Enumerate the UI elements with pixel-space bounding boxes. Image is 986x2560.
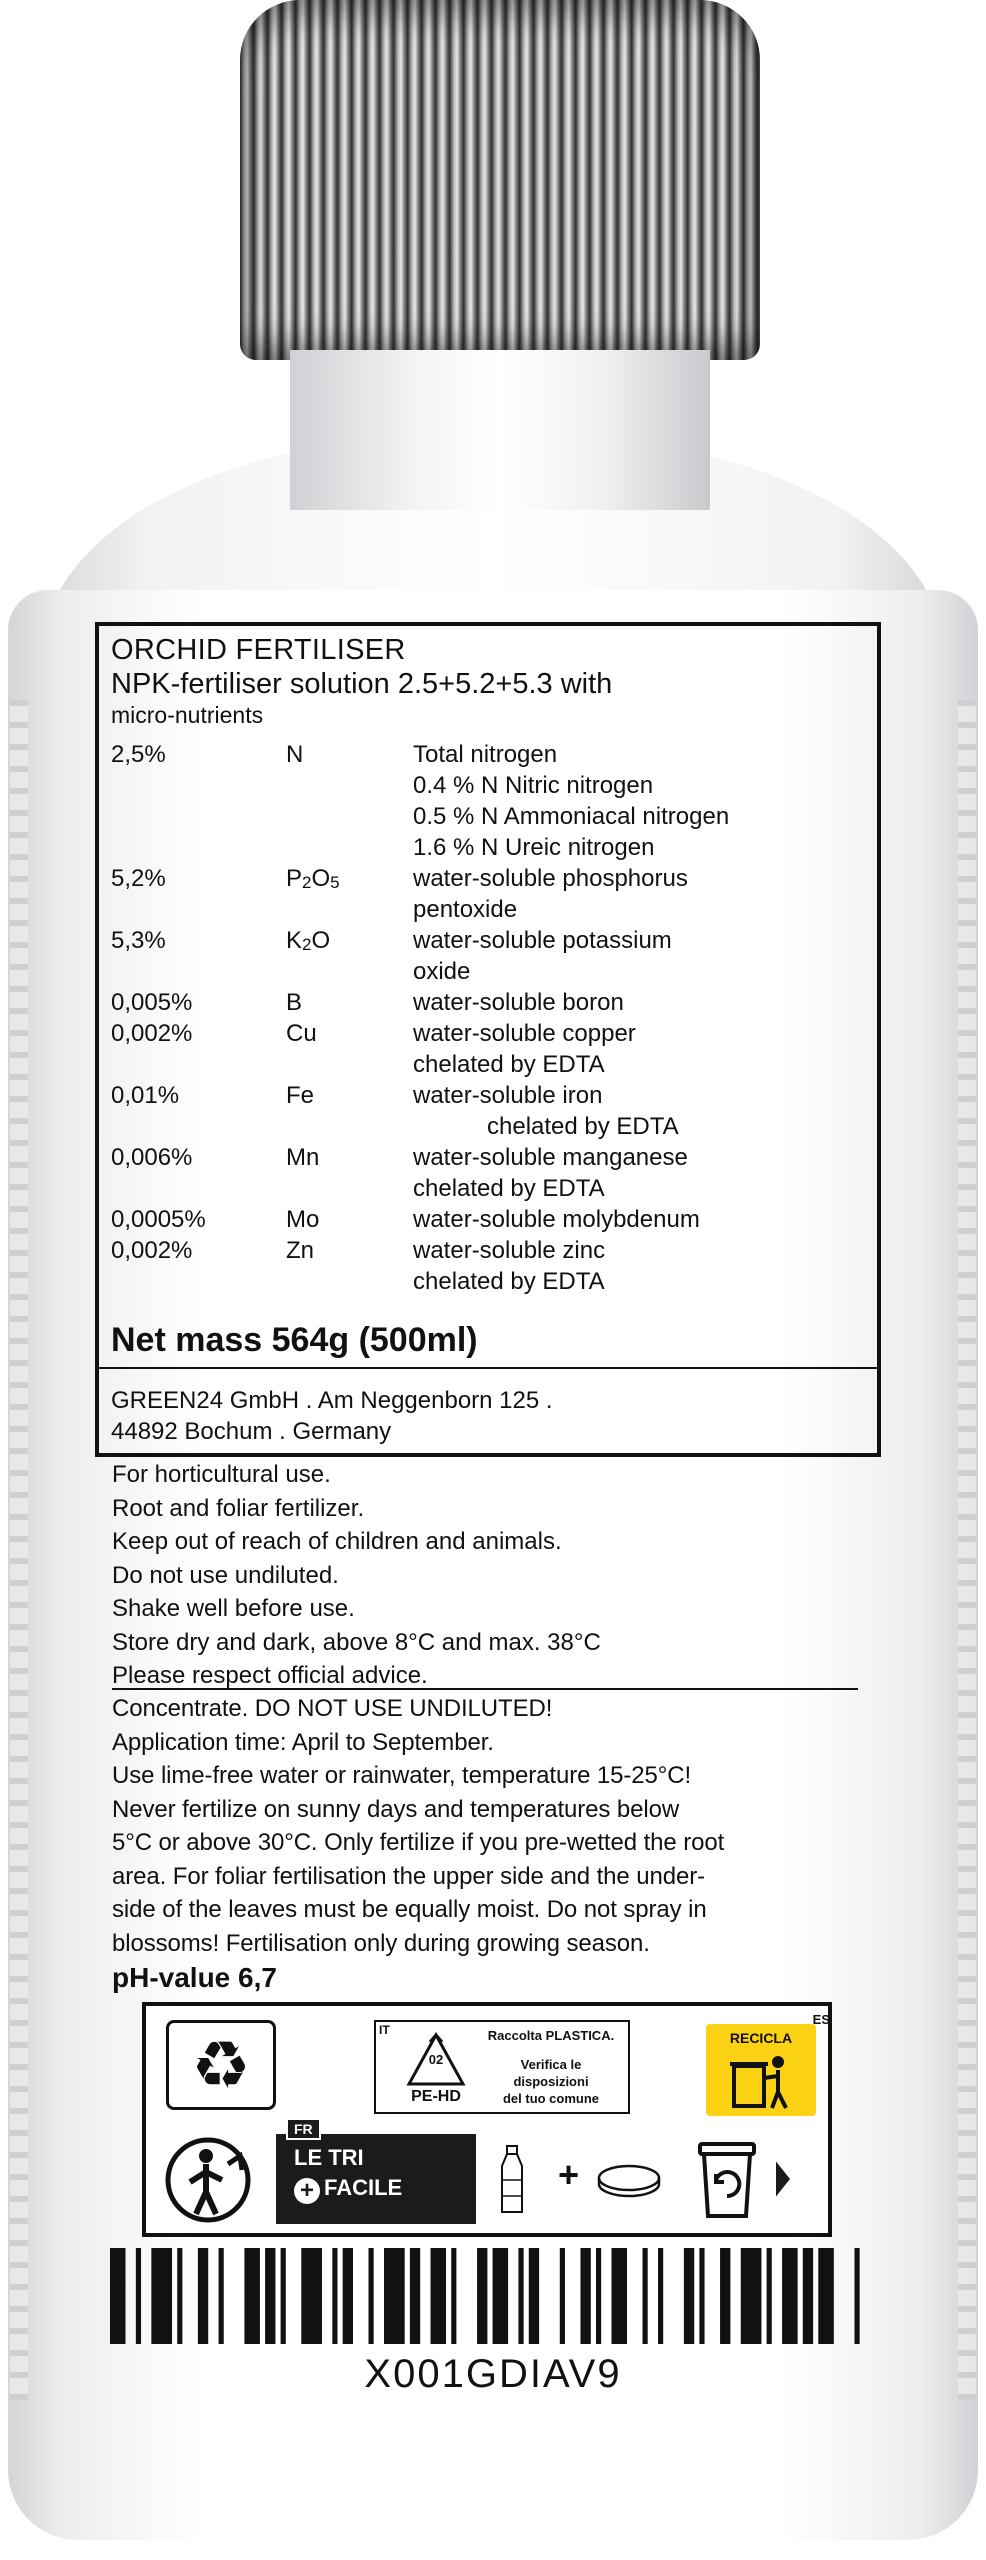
advice-line: area. For foliar fertilisation the upper side and the under- [112,1862,706,1890]
barcode-bar [767,2248,772,2344]
address-line-1: GREEN24 GmbH . Am Neggenborn 125 . [111,1387,553,1414]
nutrient-description-line: water-soluble molybdenum [413,1206,700,1233]
barcode-bar [518,2248,523,2344]
nutrient-element: $K_2O$ [286,927,331,954]
it-country-code: IT [379,2023,390,2037]
usage-line: Shake well before use. [112,1595,355,1622]
barcode-bar [281,2248,286,2344]
nutrient-description-line: water-soluble boron [413,989,624,1016]
plus-sign: + [558,2154,580,2195]
nutrient-row [111,1204,867,1235]
application-advice [112,1692,872,1960]
italy-recycling-box [374,2020,630,2114]
sorting-instructions-panel [476,2134,776,2224]
recycling-bin-icon [694,2140,760,2220]
barcode-bar [219,2248,224,2344]
nutrient-row [111,863,867,925]
barcode-text: X001GDIAV9 [364,2352,622,2396]
barcode-bar [782,2248,798,2344]
nutrient-description-line: chelated by EDTA [413,1175,605,1202]
nutrient-element: Mn [286,1144,320,1171]
triman-strip [146,2121,828,2233]
barcode-bar [177,2248,182,2344]
advice-line: Use lime-free water or rainwater, temperature 15-25°C! [112,1762,692,1789]
barcode-bar [477,2248,487,2344]
barcode-bar [580,2248,590,2344]
cap-icon [596,2162,662,2198]
recicla-badge [706,2012,830,2116]
usage-line: Root and foliar fertilizer. [112,1494,365,1522]
nutrient-percent: 5,3% [111,927,166,954]
nutrient-percent: 0,005% [111,989,193,1016]
bottle-grip-left [10,700,28,2400]
nutrient-element: Mo [286,1206,320,1233]
bin-person-icon [728,2052,794,2110]
usage-line: For horticultural use. [112,1461,331,1488]
le-tri-text: LE TRI [294,2145,364,2170]
recycle-icon: ♻ [166,2020,276,2110]
nutrient-element [286,770,413,863]
nutrient-description-line: 0.5 % N Ammoniacal nitrogen [413,803,730,830]
barcode-bar [384,2248,405,2344]
bottle-cap [240,0,760,360]
it-check-text: Verifica le disposizioni del tuo comune [502,2057,600,2106]
barcode-bar [854,2248,859,2344]
nutrient-table [111,739,867,1297]
usage-line: Keep out of reach of children and animals. [112,1528,562,1555]
advice-line: Concentrate. DO NOT USE UNDILUTED! [112,1695,553,1722]
barcode [110,2248,870,2344]
nutrient-description [413,1080,867,1142]
nutrient-row [111,987,867,1018]
barcode-bar [198,2248,208,2344]
barcode-bar [684,2248,694,2344]
barcode-bar [720,2248,730,2344]
nutrient-description-line: 1.6 % N Ureic nitrogen [413,834,655,861]
nutrient-description-line: chelated by EDTA [413,1051,605,1078]
nutrient-description-line: water-soluble phosphorus [413,865,688,892]
barcode-bar [151,2248,172,2344]
product-subtitle-line2: micro-nutrients [111,702,264,728]
address-line-2: 44892 Bochum . Germany [111,1418,392,1445]
advice-line: 5°C or above 30°C. Only fertilize if you pre-wetted the root [112,1829,725,1856]
recicla-label: RECICLA [729,2030,793,2046]
nutrient-description-line: chelated by EDTA [413,1268,605,1295]
nutrient-description-line: Total nitrogen [413,741,558,768]
triman-icon [160,2134,260,2226]
nutrient-row [111,1018,867,1080]
nutrient-row [111,770,867,863]
barcode-bar [410,2248,420,2344]
usage-line: Please respect official advice. [112,1662,428,1689]
nutrient-description [413,925,867,987]
nutrient-percent: 2,5% [111,741,166,768]
nutrient-description-line: chelated by EDTA [487,1113,679,1140]
advice-line: side of the leaves must be equally moist. Do not spray in [112,1896,707,1923]
barcode-bar [301,2248,322,2344]
nutrient-description-line: water-soluble manganese [413,1144,688,1171]
nutrient-description [413,739,867,770]
advice-line: Never fertilize on sunny days and temperatures below [112,1795,680,1823]
nutrient-description-line: water-soluble copper [413,1020,636,1047]
barcode-bar [265,2248,275,2344]
nutrient-element: N [286,741,304,768]
barcode-bar [658,2248,663,2344]
product-label-box [95,622,881,1457]
barcode-bar [343,2248,353,2344]
nutrient-row [111,925,867,987]
nutrient-row [111,739,867,770]
net-mass: Net mass 564g (500ml) [111,1321,478,1359]
nutrient-description-line: water-soluble iron [413,1082,603,1109]
nutrient-row [111,1142,867,1204]
nutrient-description [413,987,867,1018]
advice-line: Application time: April to September. [112,1728,494,1756]
barcode-bar [596,2248,601,2344]
nutrient-description-line: 0.4 % N Nitric nitrogen [413,772,654,799]
nutrient-description [413,1142,867,1204]
nutrient-description [413,1235,867,1297]
barcode-bar [136,2248,141,2344]
plastic-code-number: 02 [428,2052,444,2067]
plastic-material: PE-HD [411,2088,461,2105]
barcode-bar [803,2248,813,2344]
nutrient-percent: 0,0005% [111,1206,206,1233]
barcode-bar [699,2248,704,2344]
it-collection-text: Raccolta PLASTICA. [487,2028,615,2043]
nutrient-description [413,770,867,863]
bottle-grip-right [958,700,976,2400]
usage-instructions [112,1458,872,1693]
ph-value: pH-value 6,7 [112,1962,277,1993]
barcode-bar [643,2248,648,2344]
barcode-bar [244,2248,260,2344]
bottle-neck [290,350,710,510]
nutrient-element: Cu [286,1020,317,1047]
nutrient-description [413,1018,867,1080]
plus-circle-icon: + [294,2178,320,2204]
nutrient-description [413,1204,867,1235]
nutrient-percent: 0,002% [111,1237,193,1264]
barcode-bar [369,2248,374,2344]
nutrient-percent [111,770,286,863]
nutrient-element: B [286,989,303,1016]
nutrient-description-line: water-soluble zinc [413,1237,606,1264]
fr-country-code: FR [286,2118,321,2140]
nutrient-description-line: water-soluble potassium [413,927,672,954]
nutrient-percent: 5,2% [111,865,166,892]
nutrient-description-line: oxide [413,958,471,985]
barcode-bar [110,2248,126,2344]
barcode-bar [818,2248,834,2344]
barcode-bar [431,2248,447,2344]
usage-line: Do not use undiluted. [112,1561,339,1589]
barcode-bar [741,2248,762,2344]
nutrient-row [111,1080,867,1142]
recycling-panel [142,2002,832,2237]
nutrient-element: Zn [286,1237,315,1264]
barcode-bar [611,2248,627,2344]
section-divider [112,1688,858,1690]
usage-line: Store dry and dark, above 8°C and max. 38°C [112,1628,601,1656]
barcode-bar [451,2248,456,2344]
manufacturer-address [111,1385,867,1447]
barcode-bar [529,2248,539,2344]
nutrient-description [413,863,867,925]
nutrient-description-line: pentoxide [413,896,518,923]
barcode-bar [493,2248,509,2344]
nutrient-percent: 0,006% [111,1144,193,1171]
facile-text: + FACILE [294,2176,402,2204]
nutrient-percent: 0,002% [111,1020,193,1047]
advice-line: blossoms! Fertilisation only during growing season. [112,1929,650,1957]
barcode-bar [560,2248,565,2344]
product-subtitle: NPK-fertiliser solution 2.5+5.2+5.3 with [111,668,613,700]
barcode-bar [332,2248,337,2344]
es-country-code: ES [812,2012,830,2027]
nutrient-row [111,1235,867,1297]
nutrient-element: Fe [286,1082,315,1109]
bottle-icon [496,2144,528,2216]
product-title: ORCHID FERTILISER [111,634,406,666]
address-divider [99,1367,877,1369]
nutrient-percent: 0,01% [111,1082,180,1109]
nutrient-element: $P_2O_5$ [286,865,340,892]
